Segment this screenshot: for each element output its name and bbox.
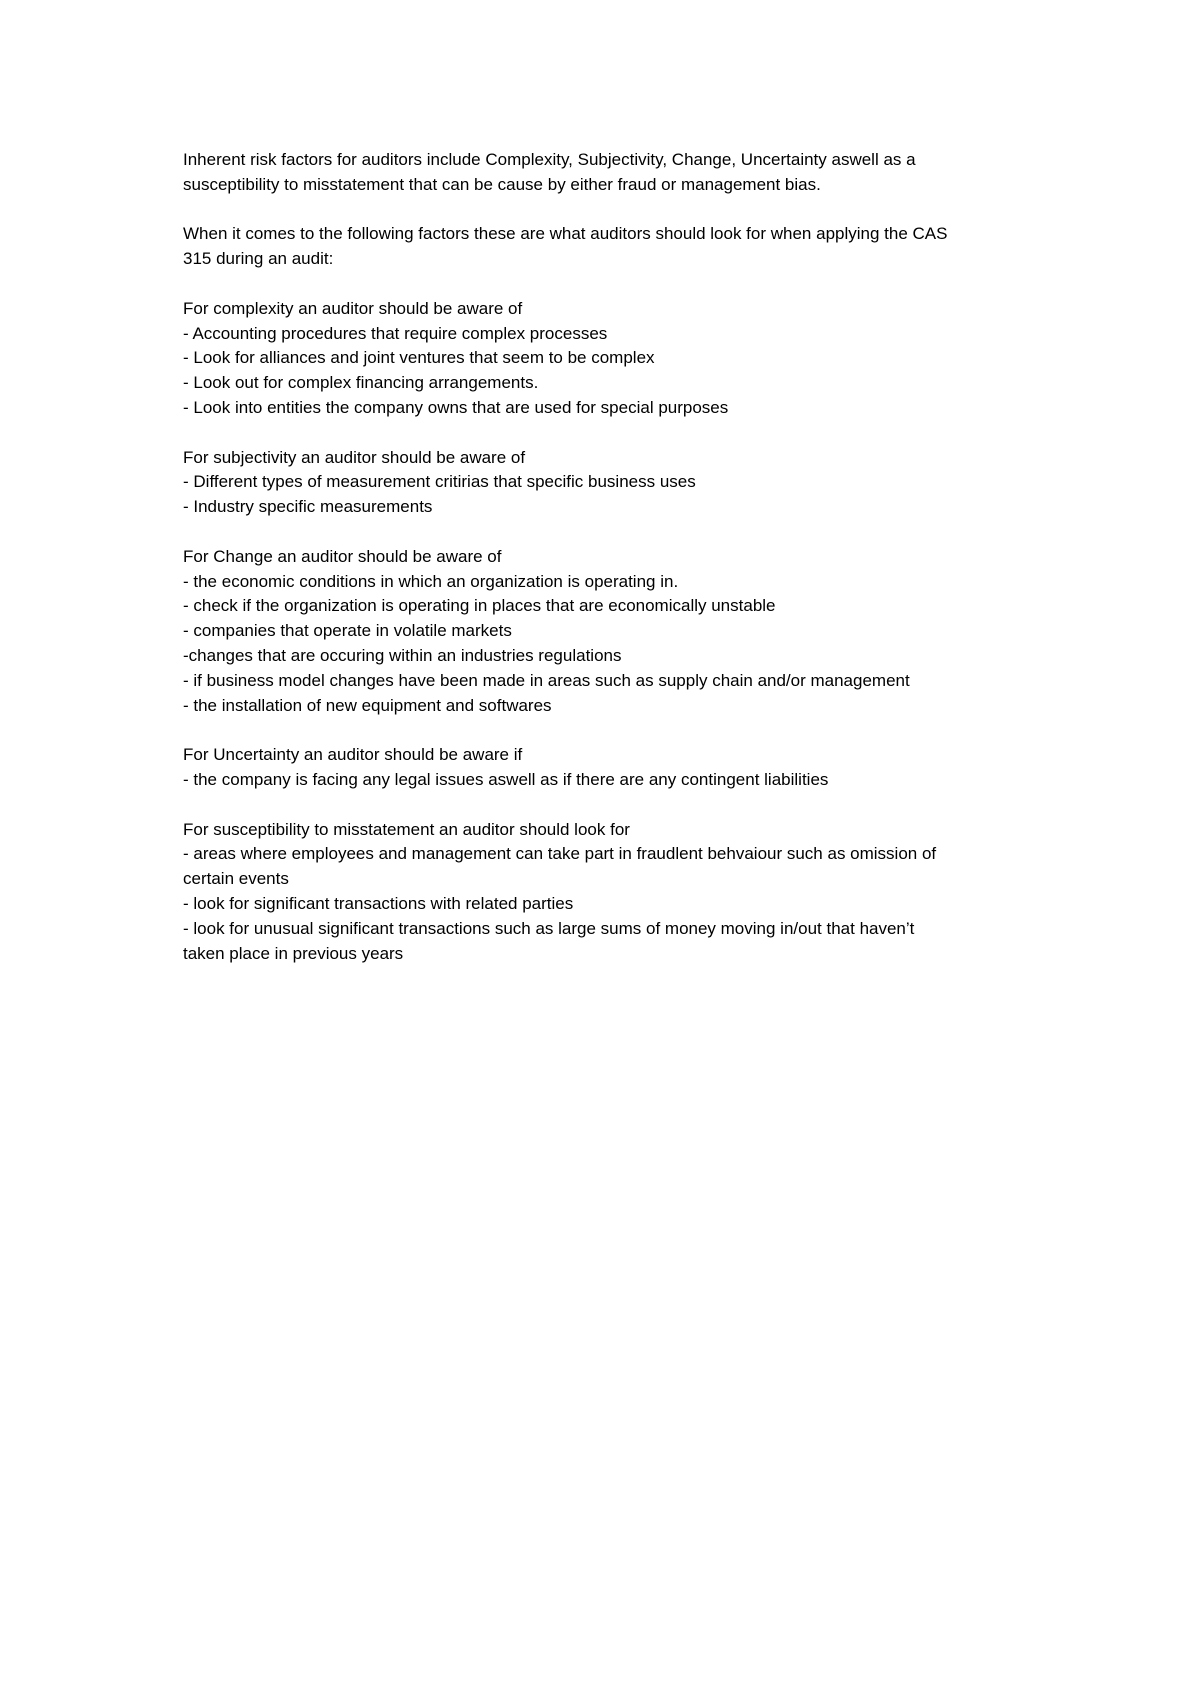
- list-item: - companies that operate in volatile markets: [183, 621, 512, 641]
- list-item: - look for significant transactions with related parties: [183, 893, 574, 913]
- list-item: - the installation of new equipment and softwares: [183, 695, 552, 715]
- list-item: - if business model changes have been made in areas such as supply chain and/or management: [183, 670, 910, 690]
- subjectivity-section: [183, 446, 1043, 520]
- list-item: -changes that are occuring within an industries regulations: [183, 645, 622, 665]
- uncertainty-section: [183, 743, 1043, 793]
- change-heading: For Change an auditor should be aware of: [183, 546, 502, 566]
- list-item: - Different types of measurement critirias that specific business uses: [183, 472, 696, 492]
- list-item: - Look for alliances and joint ventures that seem to be complex: [183, 348, 655, 368]
- list-item: - Look out for complex financing arrangements.: [183, 373, 539, 393]
- list-item: - Industry specific measurements: [183, 497, 433, 517]
- list-item: - Look into entities the company owns that are used for special purposes: [183, 397, 729, 417]
- complexity-section: [183, 297, 1043, 421]
- context-paragraph: [183, 222, 1043, 272]
- subjectivity-heading: For subjectivity an auditor should be aware of: [183, 447, 526, 467]
- intro-line: susceptibility to misstatement that can be cause by either fraud or management bias.: [183, 174, 821, 194]
- context-line: When it comes to the following factors these are what auditors should look for when applying the CAS: [183, 224, 948, 244]
- list-item: - check if the organization is operating in places that are economically unstable: [183, 596, 776, 616]
- list-item: certain events: [183, 869, 289, 889]
- list-item: - the company is facing any legal issues aswell as if there are any contingent liabilities: [183, 769, 829, 789]
- susceptibility-section: [183, 818, 1043, 967]
- list-item: - Accounting procedures that require complex processes: [183, 323, 608, 343]
- uncertainty-heading: For Uncertainty an auditor should be aware if: [183, 745, 523, 765]
- list-item: taken place in previous years: [183, 943, 404, 963]
- list-item: - look for unusual significant transactions such as large sums of money moving in/out that haven’t: [183, 918, 915, 938]
- change-section: [183, 545, 1043, 719]
- intro-line: Inherent risk factors for auditors include Complexity, Subjectivity, Change, Uncertainty aswell as a: [183, 150, 916, 169]
- document-body: [183, 148, 1043, 991]
- complexity-heading: For complexity an auditor should be aware of: [183, 298, 523, 318]
- list-item: - areas where employees and management can take part in fraudlent behvaiour such as omission of: [183, 844, 937, 864]
- intro-paragraph: [183, 148, 1043, 198]
- context-line: 315 during an audit:: [183, 249, 334, 269]
- list-item: - the economic conditions in which an organization is operating in.: [183, 571, 679, 591]
- susceptibility-heading: For susceptibility to misstatement an auditor should look for: [183, 819, 630, 839]
